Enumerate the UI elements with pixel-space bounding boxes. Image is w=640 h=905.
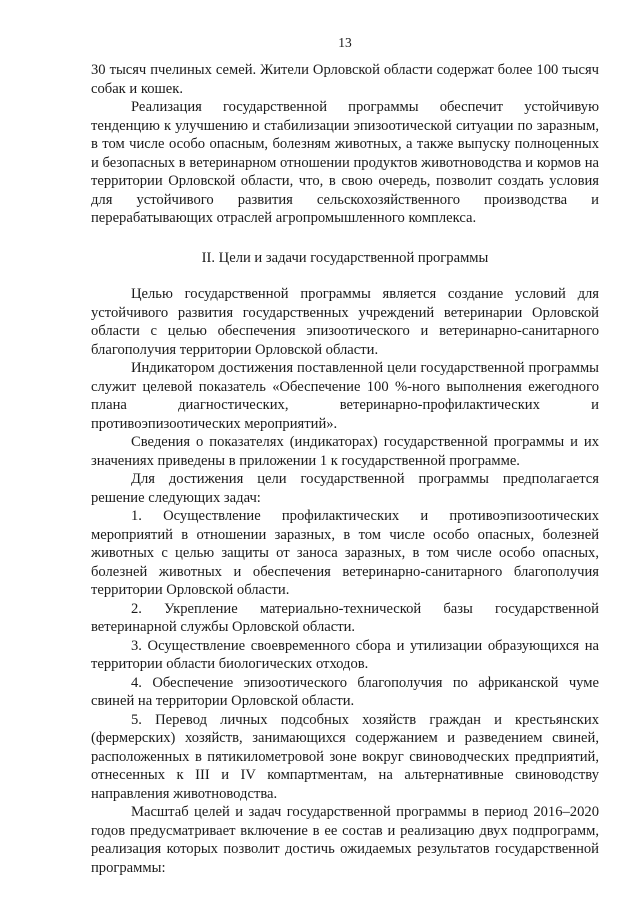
paragraph-goal: Целью государственной программы является создание условий для устойчивого развития государственных учреждений ветеринарии Орловской области с целью обеспечения эпизоотического и ветеринарно-санитарного благополучия территории Орловской области. <box>91 286 599 358</box>
document-body <box>91 61 599 877</box>
task-item-1: 1. Осуществление профилактических и противоэпизоотических мероприятий в отношении заразных, в том числе особо опасных, болезней животных с целью защиты от заноса заразных, в том числе особо опасных, болезней животных и обеспечения ветеринарно-санитарного благополучия территории Орловской области. <box>91 508 599 598</box>
paragraph-tasks-intro: Для достижения цели государственной программы предполагается решение следующих задач: <box>91 471 599 506</box>
paragraph-indicator-info: Сведения о показателях (индикаторах) государственной программы и их значениях приведены в приложении 1 к государственной программе. <box>91 434 599 469</box>
page-number: 13 <box>338 35 352 50</box>
task-item-5: 5. Перевод личных подсобных хозяйств граждан и крестьянских (фермерских) хозяйств, занимающихся содержанием и разведением свиней, расположенных в пятикилометровой зоне вокруг свиноводческих предприятий, отнесенных к III и IV компартментам, на альтернативные свиноводству направления животноводства. <box>91 711 599 802</box>
paragraph-scope: Масштаб целей и задач государственной программы в период 2016–2020 годов предусматривает включение в ее состав и реализацию двух подпрограмм, реализация которых позволит достичь ожидаемых результатов государственной программы: <box>91 804 599 876</box>
task-item-2: 2. Укрепление материально-технической базы государственной ветеринарной службы Орловской области. <box>91 600 599 635</box>
paragraph-indicator: Индикатором достижения поставленной цели государственной программы служит целевой показатель «Обеспечение 100 %-ного выполнения ежегодного плана диагностических, ветеринарно-профилактических и противоэпизоотических мероприятий». <box>91 360 599 432</box>
task-item-3: 3. Осуществление своевременного сбора и утилизации образующихся на территории области биологических отходов. <box>91 637 599 672</box>
paragraph-continuation: 30 тысяч пчелиных семей. Жители Орловской области содержат более 100 тысяч собак и кошек. <box>91 62 599 97</box>
section-heading: II. Цели и задачи государственной программы <box>201 249 489 266</box>
task-item-4: 4. Обеспечение эпизоотического благополучия по африканской чуме свиней на территории Орловской области. <box>91 674 599 709</box>
paragraph-program-outcome: Реализация государственной программы обеспечит устойчивую тенденцию к улучшению и стабилизации эпизоотической ситуации по заразным, в том числе особо опасным, болезням животных, а также выпуску полноценных и безопасных в ветеринарном отношении продуктов животноводства и кормов на территории Орловской области, что, в свою очередь, позволит создать условия для устойчивого развития сельскохозяйственного производства и перерабатывающих отраслей агропромышленного комплекса. <box>91 99 599 226</box>
